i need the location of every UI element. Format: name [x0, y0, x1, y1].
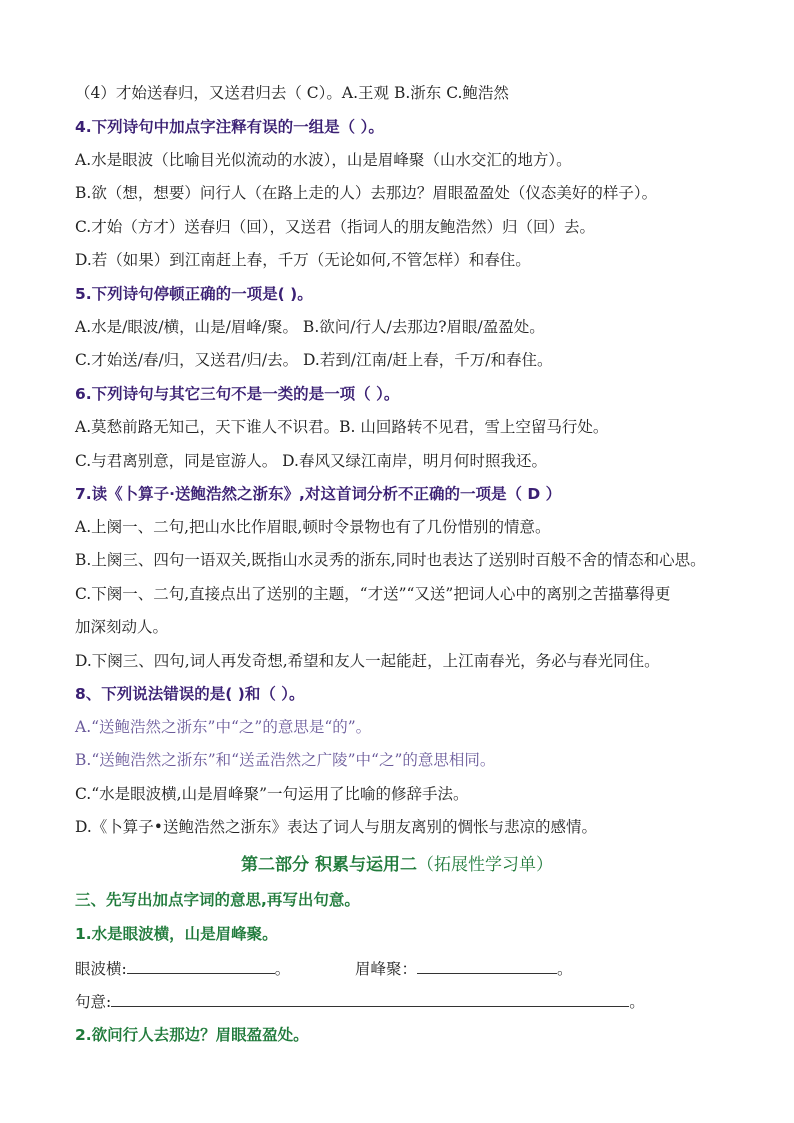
- q5-options-cd: C.才始送/春/归，又送君/归/去。 D.若到/江南/赶上春，千万/和春住。: [75, 351, 553, 369]
- blank-meifengju: 眉峰聚： 。: [355, 960, 573, 978]
- item-1-heading: 1.水是眼波横，山是眉峰聚。: [75, 925, 278, 943]
- section-title: 第二部分 积累与运用二: [241, 855, 417, 875]
- q4-option-b: B.欲（想，想要）问行人（在路上走的人）去那边？眉眼盈盈处（仪态美好的样子）。: [75, 184, 658, 202]
- option-line-4: （4）才始送春归，又送君归去（ C）。A.王观 B.浙东 C.鲍浩然: [75, 84, 509, 102]
- q7-option-a: A.上阕一、二句,把山水比作眉眼,顿时令景物也有了几份惜别的情意。: [75, 518, 551, 536]
- q7-option-c: C.下阕一、二句,直接点出了送别的主题，“才送”“又送”把词人心中的离别之苦描摹得更: [75, 585, 671, 603]
- answer-blank[interactable]: [127, 958, 275, 974]
- q8-option-a: A.“送鲍浩然之浙东”中“之”的意思是“的”。: [75, 718, 372, 736]
- q5-options-ab: A.水是/眼波/横，山是/眉峰/聚。 B.欲问/行人/去那边?眉眼/盈盈处。: [75, 318, 545, 336]
- blank-yanboheng: 眼波横: 。: [75, 960, 291, 978]
- question-7: 7.读《卜算子·送鲍浩然之浙东》,对这首词分析不正确的一项是（ D ）: [75, 485, 562, 503]
- q7-option-d: D.下阕三、四句,词人再发奇想,希望和友人一起能赶，上江南春光，务必与春光同住。: [75, 652, 660, 670]
- question-8: 8、下列说法错误的是( )和（ ）。: [75, 685, 305, 703]
- q8-option-c: C.“水是眼波横,山是眉峰聚”一句运用了比喻的修辞手法。: [75, 785, 469, 803]
- q4-option-d: D.若（如果）到江南赶上春，千万（无论如何,不管怎样）和春住。: [75, 251, 531, 269]
- q6-options-ab: A.莫愁前路无知己，天下谁人不识君。B. 山回路转不见君，雪上空留马行处。: [75, 418, 609, 436]
- q6-options-cd: C.与君离别意，同是宦游人。 D.春风又绿江南岸，明月何时照我还。: [75, 452, 547, 470]
- q7-option-b: B.上阕三、四句一语双关,既指山水灵秀的浙东,同时也表达了送别时百般不舍的情态和心思。: [75, 551, 706, 569]
- q8-option-d: D.《卜算子•送鲍浩然之浙东》表达了词人与朋友离别的惆怅与悲凉的感情。: [75, 818, 597, 836]
- blank-label: 眼波横:: [75, 960, 127, 978]
- q4-option-a: A.水是眼波（比喻目光似流动的水波），山是眉峰聚（山水交汇的地方）。: [75, 151, 572, 169]
- answer-blank[interactable]: [417, 958, 557, 974]
- blank-sentence-meaning: 句意: 。: [75, 993, 645, 1011]
- section-heading: [0, 850, 794, 875]
- section-subtitle: （拓展性学习单）: [416, 855, 553, 875]
- q8-option-b: B.“送鲍浩然之浙东”和“送孟浩然之广陵”中“之”的意思相同。: [75, 751, 496, 769]
- question-5: 5.下列诗句停顿正确的一项是( )。: [75, 285, 313, 303]
- part-three-heading: 三、先写出加点字词的意思,再写出句意。: [75, 891, 360, 909]
- blank-label: 句意:: [75, 993, 112, 1011]
- question-4: 4.下列诗句中加点字注释有误的一组是（ ）。: [75, 118, 384, 136]
- question-6: 6.下列诗句与其它三句不是一类的是一项（ ）。: [75, 385, 400, 403]
- q4-option-c: C.才始（方才）送春归（回），又送君（指词人的朋友鲍浩然）归（回）去。: [75, 218, 595, 236]
- answer-blank[interactable]: [111, 991, 629, 1007]
- item-2-heading: 2.欲问行人去那边？眉眼盈盈处。: [75, 1026, 309, 1044]
- blank-label: 眉峰聚：: [355, 960, 418, 978]
- q7-option-c-cont: 加深刻动人。: [75, 618, 169, 636]
